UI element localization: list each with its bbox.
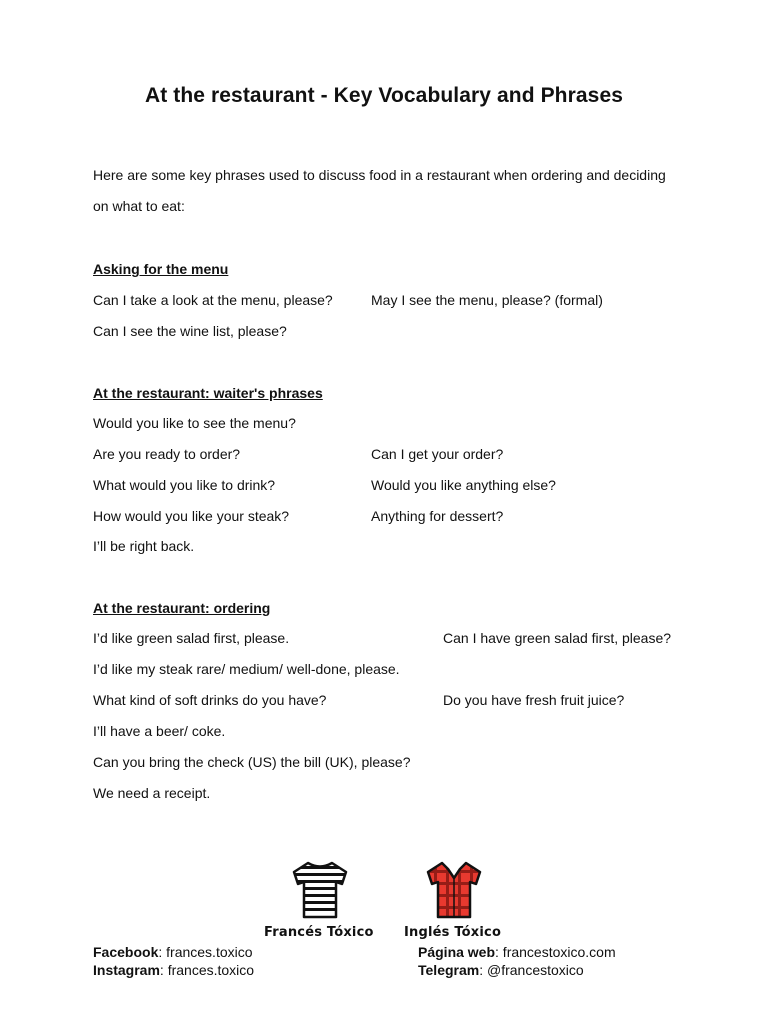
brand-ingles: Inglés Tóxico: [404, 925, 502, 940]
footer-telegram-value: : @francestoxico: [479, 962, 584, 978]
phrase: I’ll have a beer/ coke.: [93, 723, 226, 739]
phrase: What kind of soft drinks do you have?: [93, 692, 327, 708]
phrase: I’ll be right back.: [93, 538, 195, 554]
footer-telegram-label: Telegram: [418, 962, 480, 978]
phrase: Are you ready to order?: [93, 446, 241, 462]
page-title: At the restaurant - Key Vocabulary and Phrases: [144, 84, 624, 107]
phrase: Can I take a look at the menu, please?: [93, 292, 333, 308]
phrase: Would you like anything else?: [371, 477, 556, 493]
phrase: How would you like your steak?: [93, 508, 290, 524]
phrase: Can you bring the check (US) the bill (UK), please?: [93, 754, 411, 770]
section-heading-ordering: At the restaurant: ordering: [93, 600, 271, 616]
phrase: We need a receipt.: [93, 785, 211, 801]
footer-facebook-label: Facebook: [93, 944, 159, 960]
phrase: I’d like green salad first, please.: [93, 630, 290, 646]
striped-shirt-icon: [290, 860, 350, 920]
footer-instagram-label: Instagram: [93, 962, 160, 978]
brand-frances: Francés Tóxico: [264, 925, 374, 940]
footer-instagram-value: : frances.toxico: [159, 962, 255, 978]
footer-web-label: Página web: [418, 944, 496, 960]
phrase: I’d like my steak rare/ medium/ well-done, please.: [93, 661, 400, 677]
footer-facebook: [93, 944, 253, 960]
phrase: Would you like to see the menu?: [93, 415, 296, 431]
phrase: Do you have fresh fruit juice?: [443, 692, 625, 708]
footer-web-value: : francestoxico.com: [495, 944, 616, 960]
footer-facebook-value: : frances.toxico: [158, 944, 253, 960]
intro-line-2: on what to eat:: [93, 198, 185, 214]
section-heading-menu: Asking for the menu: [93, 261, 229, 277]
footer-telegram: [418, 962, 584, 978]
phrase: Can I have green salad first, please?: [443, 630, 672, 646]
footer-instagram: [93, 962, 254, 978]
footer-web: [418, 944, 616, 960]
section-heading-waiter: At the restaurant: waiter's phrases: [93, 385, 323, 401]
phrase: Anything for dessert?: [371, 508, 504, 524]
intro-line-1: Here are some key phrases used to discuss food in a restaurant when ordering and deciding: [93, 167, 666, 183]
phrase: May I see the menu, please? (formal): [371, 292, 603, 308]
phrase: What would you like to drink?: [93, 477, 276, 493]
plaid-shirt-icon: [424, 860, 484, 920]
phrase: Can I see the wine list, please?: [93, 323, 287, 339]
phrase: Can I get your order?: [371, 446, 504, 462]
